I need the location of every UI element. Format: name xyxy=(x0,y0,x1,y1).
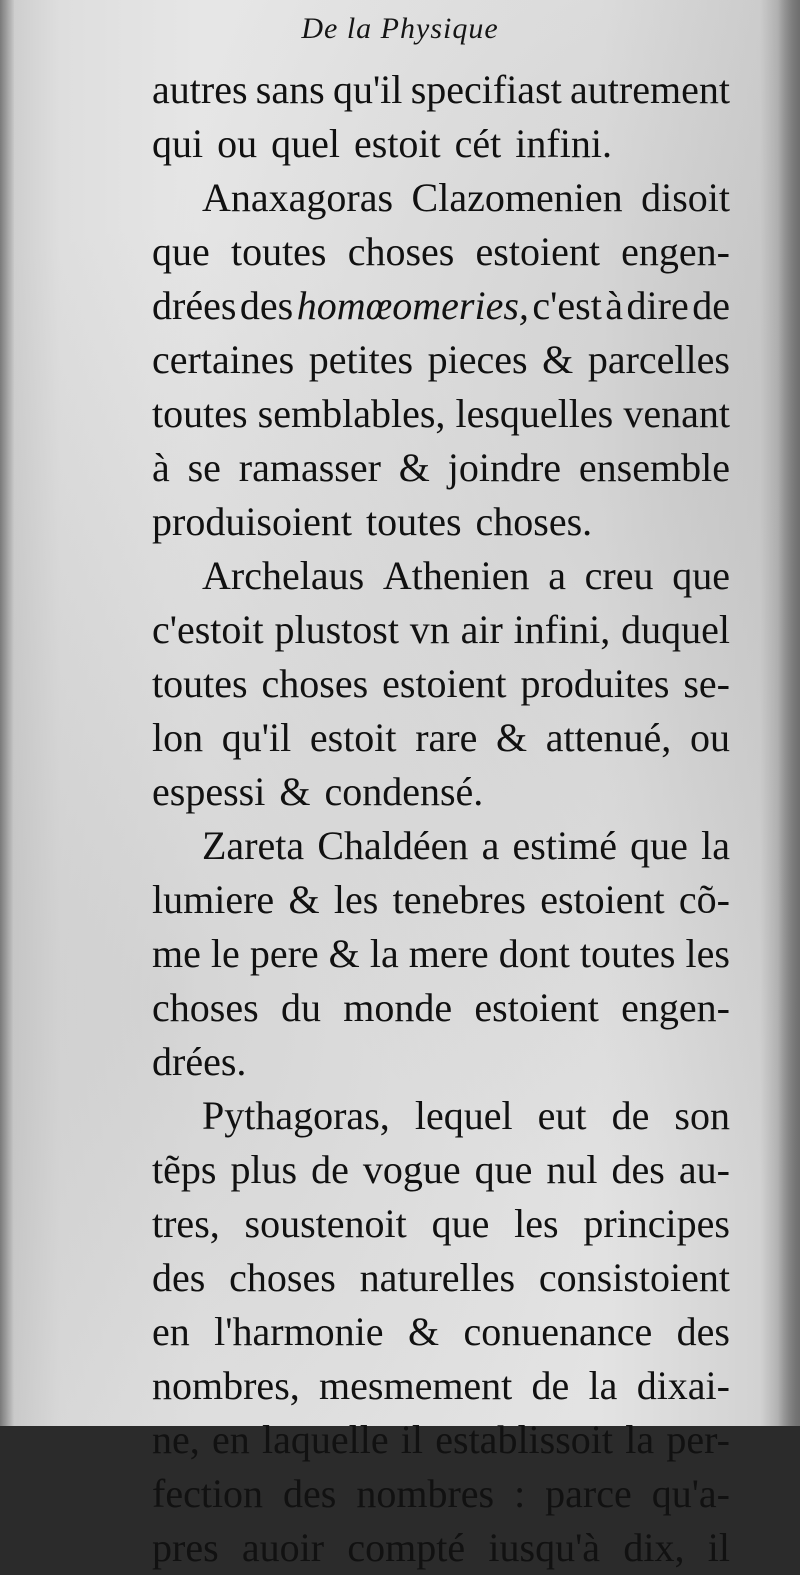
text-line xyxy=(152,873,730,927)
word: compté xyxy=(347,1525,466,1570)
word: toutes xyxy=(365,499,462,544)
word: du xyxy=(280,985,321,1030)
text-line xyxy=(152,1467,730,1521)
word: autres xyxy=(152,67,248,112)
word: la xyxy=(369,931,399,976)
word: drées xyxy=(152,283,237,328)
word: specifiast xyxy=(410,67,562,112)
text-line xyxy=(152,711,730,765)
word: en xyxy=(152,1309,190,1354)
word: lesquelles xyxy=(455,391,614,436)
word: sans xyxy=(255,67,325,112)
body-text xyxy=(152,63,730,1575)
word: tenebres xyxy=(392,877,526,922)
word: ramasser xyxy=(238,445,381,490)
word: nombres xyxy=(356,1471,495,1516)
word: estoient xyxy=(475,229,600,274)
word: nombres, xyxy=(152,1363,300,1408)
word: tẽps xyxy=(152,1147,217,1192)
text-line xyxy=(152,333,730,387)
word: pieces xyxy=(427,337,528,382)
word: duquel xyxy=(621,607,730,652)
word: dix, xyxy=(623,1525,685,1570)
word: homœomeries, xyxy=(296,283,529,328)
word: plus xyxy=(230,1147,298,1192)
word: choses xyxy=(261,661,369,706)
word: pere xyxy=(249,931,319,976)
word: à xyxy=(152,445,170,490)
word: vn xyxy=(409,607,450,652)
word: la xyxy=(701,823,730,868)
word: mere xyxy=(408,931,489,976)
word: de xyxy=(531,1363,570,1408)
word: estoient xyxy=(474,985,599,1030)
text-line xyxy=(152,603,730,657)
word: se xyxy=(187,445,221,490)
word: a xyxy=(548,553,566,598)
word: qui xyxy=(152,121,204,166)
word: Clazomenien xyxy=(411,175,623,220)
word: & xyxy=(496,715,528,760)
text-line xyxy=(152,225,730,279)
word: nul xyxy=(546,1147,598,1192)
word: en xyxy=(211,1417,250,1462)
word: se- xyxy=(683,661,730,706)
word: Anaxagoras xyxy=(202,175,394,220)
word: choses xyxy=(229,1255,336,1300)
word: & xyxy=(407,1309,440,1354)
word: de xyxy=(611,1093,650,1138)
word: toutes xyxy=(152,661,248,706)
word: des xyxy=(152,1255,206,1300)
word: qu'il xyxy=(221,715,292,760)
word: cõ- xyxy=(678,877,730,922)
word: des xyxy=(283,1471,337,1516)
word: petites xyxy=(308,337,414,382)
text-line xyxy=(152,279,730,333)
word: l'harmonie xyxy=(214,1309,384,1354)
word: drées. xyxy=(152,1039,247,1084)
word: a xyxy=(481,823,500,868)
word: à xyxy=(605,283,624,328)
word: ou xyxy=(689,715,730,760)
word: que xyxy=(474,1147,533,1192)
text-line xyxy=(152,1143,730,1197)
word: c'estoit xyxy=(152,607,264,652)
word: disoit xyxy=(641,175,730,220)
word: soustenoit xyxy=(244,1201,407,1246)
word: des xyxy=(239,283,294,328)
word: mesmement xyxy=(319,1363,513,1408)
word: engen- xyxy=(621,985,730,1030)
word: la xyxy=(625,1417,655,1462)
text-line xyxy=(152,441,730,495)
word: & xyxy=(398,445,430,490)
word: certaines xyxy=(152,337,295,382)
text-line xyxy=(152,1197,730,1251)
word: & xyxy=(328,931,360,976)
text-line xyxy=(152,1305,730,1359)
word: qu'a- xyxy=(651,1471,730,1516)
word: son xyxy=(674,1093,730,1138)
word: Pythagoras, xyxy=(202,1093,390,1138)
word: c'est xyxy=(532,283,602,328)
text-line xyxy=(152,1359,730,1413)
word: tres, xyxy=(152,1201,220,1246)
word: que xyxy=(431,1201,490,1246)
page-left-gutter xyxy=(0,0,14,1426)
word: quel xyxy=(271,121,340,166)
word: condensé. xyxy=(324,769,484,814)
text-line xyxy=(152,1089,730,1143)
word: plustost xyxy=(274,607,399,652)
text-line xyxy=(152,1035,730,1089)
text-line xyxy=(152,387,730,441)
word: : xyxy=(514,1471,526,1516)
word: espessi xyxy=(152,769,266,814)
word: creu xyxy=(584,553,654,598)
text-line xyxy=(152,63,730,117)
text-line xyxy=(152,981,730,1035)
word: Athenien xyxy=(382,553,530,598)
word: naturelles xyxy=(359,1255,516,1300)
word: parce xyxy=(545,1471,632,1516)
word: rare xyxy=(415,715,478,760)
text-line xyxy=(152,171,730,225)
word: establissoit xyxy=(435,1417,614,1462)
word: engen- xyxy=(621,229,730,274)
word: Archelaus xyxy=(202,553,365,598)
word: le xyxy=(210,931,240,976)
word: estoient xyxy=(382,661,507,706)
text-line xyxy=(152,927,730,981)
word: & xyxy=(279,769,311,814)
word: joindre xyxy=(447,445,562,490)
running-head: De la Physique xyxy=(301,12,499,45)
word: & xyxy=(288,877,320,922)
word: les xyxy=(333,877,379,922)
word: monde xyxy=(343,985,453,1030)
word: auoir xyxy=(241,1525,325,1570)
word: estoient xyxy=(540,877,665,922)
word: de xyxy=(692,283,730,328)
word: Zareta xyxy=(202,823,305,868)
word: produisoient xyxy=(152,499,352,544)
word: lumiere xyxy=(152,877,275,922)
word: cét xyxy=(454,121,502,166)
word: infini, xyxy=(513,607,611,652)
word: iusqu'à xyxy=(488,1525,601,1570)
word: que xyxy=(152,229,210,274)
word: la xyxy=(588,1363,618,1408)
word: toutes xyxy=(579,931,676,976)
word: les xyxy=(514,1201,559,1246)
text-line xyxy=(152,495,730,549)
word: estimé xyxy=(512,823,617,868)
word: toutes xyxy=(230,229,327,274)
word: lequel xyxy=(414,1093,513,1138)
word: per- xyxy=(666,1417,730,1462)
word: choses xyxy=(152,985,259,1030)
word: choses. xyxy=(475,499,593,544)
word: des xyxy=(611,1147,665,1192)
word: Chaldéen xyxy=(317,823,469,868)
text-line xyxy=(152,549,730,603)
word: produites xyxy=(520,661,670,706)
word: de xyxy=(311,1147,349,1192)
word: qu'il xyxy=(332,67,403,112)
word: vogue xyxy=(362,1147,461,1192)
word: dont xyxy=(498,931,570,976)
word: eut xyxy=(537,1093,587,1138)
text-line xyxy=(152,1413,730,1467)
word: estoit xyxy=(309,715,397,760)
text-line xyxy=(152,117,730,171)
word: toutes xyxy=(152,391,248,436)
word: autrement xyxy=(570,67,730,112)
word: consistoient xyxy=(538,1255,730,1300)
word: pres xyxy=(152,1525,219,1570)
word: conuenance xyxy=(463,1309,653,1354)
word: air xyxy=(460,607,503,652)
word: semblables, xyxy=(257,391,446,436)
word: les xyxy=(685,931,730,976)
word: principes xyxy=(583,1201,730,1246)
word: choses xyxy=(347,229,455,274)
word: au- xyxy=(678,1147,730,1192)
text-line xyxy=(152,819,730,873)
word: que xyxy=(672,553,730,598)
word: ne, xyxy=(152,1417,200,1462)
word: que xyxy=(630,823,688,868)
text-line xyxy=(152,1521,730,1575)
word: des xyxy=(676,1309,730,1354)
word: dire xyxy=(626,283,689,328)
word: il xyxy=(707,1525,730,1570)
word: & xyxy=(542,337,574,382)
word: venant xyxy=(623,391,730,436)
word: ensemble xyxy=(578,445,730,490)
word: estoit xyxy=(354,121,441,166)
word: ou xyxy=(217,121,258,166)
word: infini. xyxy=(515,121,612,166)
word: il xyxy=(400,1417,424,1462)
word: dixai- xyxy=(636,1363,730,1408)
page-right-edge-shadow xyxy=(778,0,800,1426)
word: me xyxy=(152,931,201,976)
text-line xyxy=(152,657,730,711)
text-line xyxy=(152,765,730,819)
word: fection xyxy=(152,1471,264,1516)
word: parcelles xyxy=(587,337,730,382)
word: attenué, xyxy=(545,715,672,760)
text-line xyxy=(152,1251,730,1305)
word: lon xyxy=(152,715,204,760)
word: laquelle xyxy=(261,1417,389,1462)
